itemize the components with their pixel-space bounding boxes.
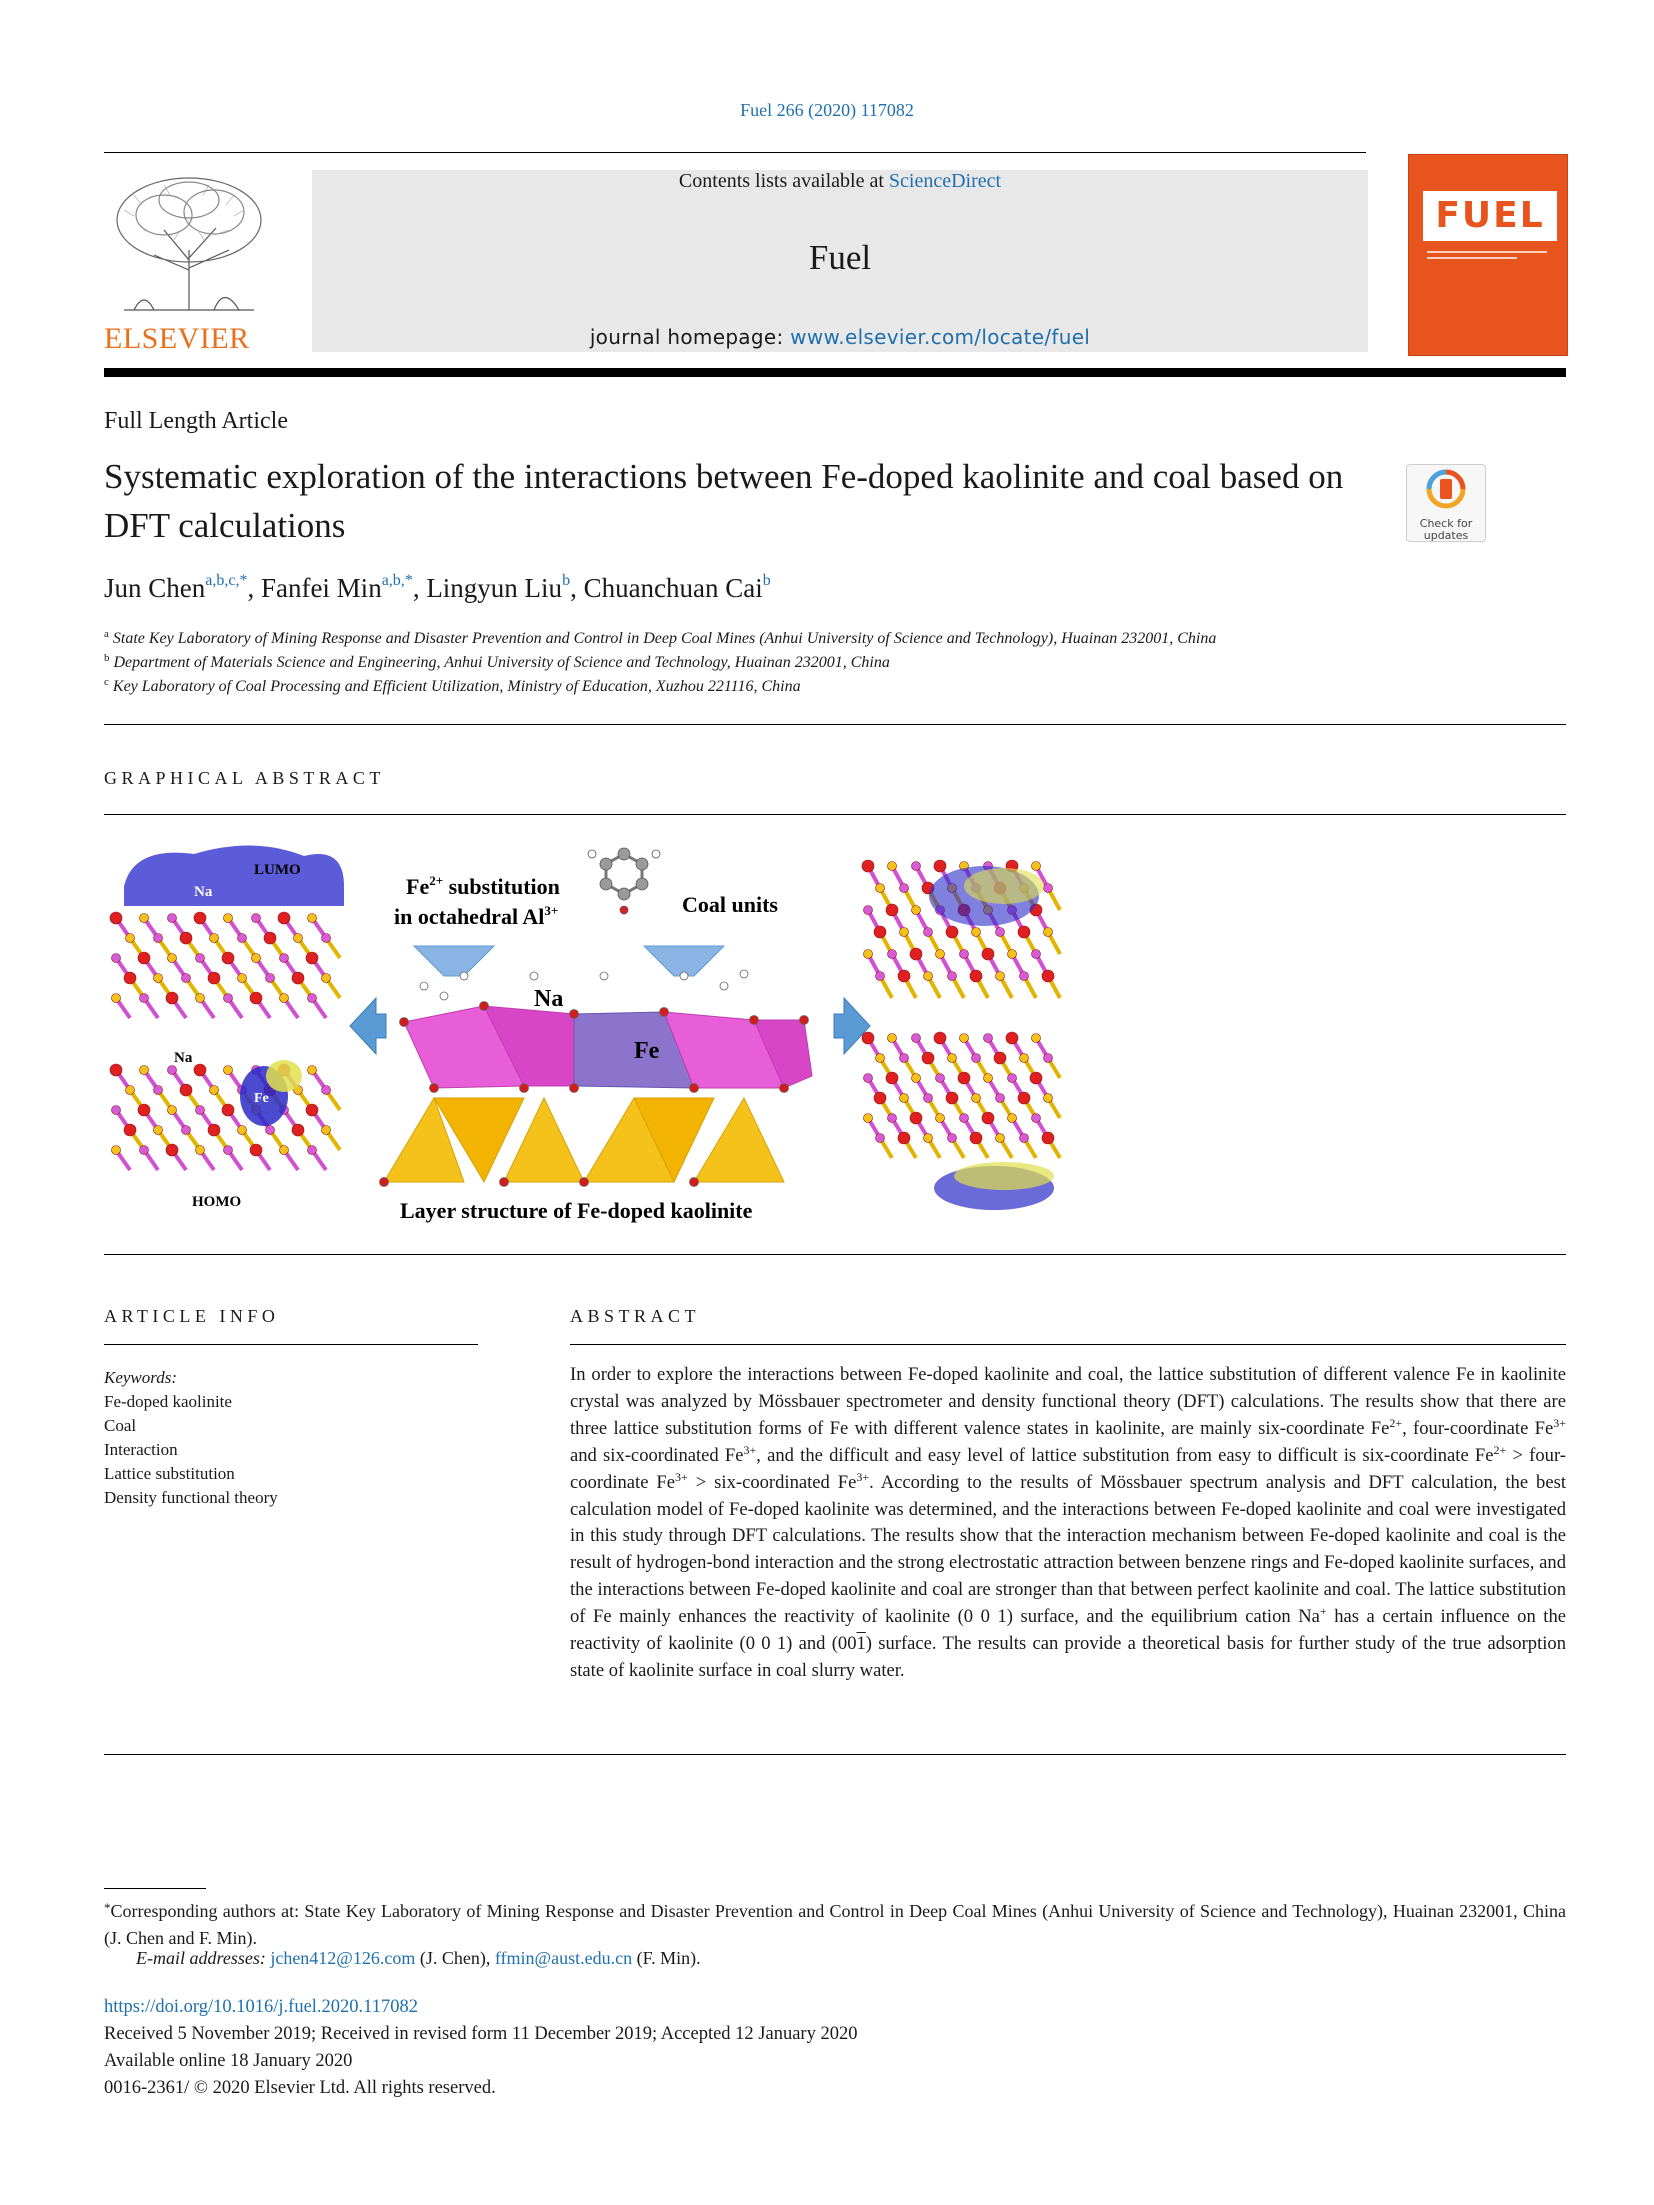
- copyright: 0016-2361/ © 2020 Elsevier Ltd. All rights reserved.: [104, 2078, 496, 2098]
- keywords-label: Keywords:: [104, 1368, 178, 1387]
- na-label-center: Na: [534, 986, 564, 1012]
- divider: [570, 1344, 1566, 1345]
- keyword: Density functional theory: [104, 1488, 278, 1507]
- homepage-link[interactable]: www.elsevier.com/locate/fuel: [790, 325, 1091, 349]
- article-info-heading: ARTICLE INFO: [104, 1306, 280, 1326]
- crossmark-label-2: updates: [1423, 529, 1469, 542]
- left-arrow-icon: [350, 998, 386, 1054]
- na-label-top: Na: [194, 884, 213, 900]
- contents-availability: Contents lists available at ScienceDirect: [678, 170, 1002, 192]
- author-list: Jun Chen$^{a,b,c,*}$, Fanfei Min$^{a,b,*}$, Lingyun Liu$^b$, Chuanchuan Cai$^b$: [104, 572, 771, 603]
- article-title: Systematic exploration of the interactions between Fe-doped kaolinite and coal based on DFT calculations: [104, 457, 1344, 545]
- masthead-rule: [104, 152, 1366, 153]
- na-label-bottom: Na: [174, 1050, 193, 1066]
- doi-link[interactable]: https://doi.org/10.1016/j.fuel.2020.117082: [104, 1997, 418, 2017]
- corresponding-author-note: *Corresponding authors at: State Key Laboratory of Mining Response and Disaster Prevention and Control in Deep Coal Mines (Anhui University of Science and Technology), Huainan 232001, China (J. Chen and F. Min).: [104, 1900, 1566, 1948]
- layer-structure-caption: Layer structure of Fe-doped kaolinite: [400, 1198, 753, 1223]
- substitution-label-1: $Fe^{2+}$ substitution: [406, 873, 560, 899]
- received-dates: Received 5 November 2019; Received in revised form 11 December 2019; Accepted 12 January 2020: [104, 2024, 858, 2044]
- author[interactable]: Fanfei Min$^{a,b,*}$: [260, 572, 413, 603]
- fe-label-left: Fe: [254, 1091, 269, 1106]
- divider: [104, 814, 1566, 815]
- crossmark-icon: [1407, 465, 1485, 513]
- journal-homepage: journal homepage: www.elsevier.com/locate/fuel: [589, 325, 1091, 349]
- abstract-heading: ABSTRACT: [570, 1306, 701, 1326]
- cover-title: FUEL: [1423, 191, 1557, 241]
- affiliation: $^a$ State Key Laboratory of Mining Response and Disaster Prevention and Control in Deep Coal Mines (Anhui University of Science and Technology), Huainan 232001, China: [104, 628, 1217, 647]
- divider: [104, 724, 1566, 725]
- keyword: Fe-doped kaolinite: [104, 1392, 232, 1411]
- author[interactable]: Chuanchuan Cai$^b$: [583, 572, 771, 603]
- fe-label-center: Fe: [634, 1038, 660, 1064]
- coal-units-label: Coal units: [682, 892, 778, 917]
- keywords-list: [104, 1366, 484, 1510]
- lattice-top: [110, 912, 340, 1018]
- substitution-label-2: in octahedral $Al^{3+}$: [394, 903, 559, 929]
- author[interactable]: Jun Chen$^{a,b,c,*}$: [104, 572, 248, 603]
- email-link[interactable]: ffmin@aust.edu.cn: [494, 1948, 633, 1968]
- right-structure-panel: [862, 860, 1060, 1210]
- email-addresses: E-mail addresses: jchen412@126.com (J. Chen), ffmin@aust.edu.cn (F. Min).: [136, 1948, 701, 1968]
- keyword: Interaction: [104, 1440, 178, 1459]
- author[interactable]: Lingyun Liu$^b$: [426, 572, 571, 603]
- sciencedirect-link[interactable]: ScienceDirect: [888, 170, 1002, 192]
- divider: [104, 1754, 1566, 1755]
- left-structure-panel: [110, 845, 344, 1210]
- divider: [104, 1344, 478, 1345]
- lattice-bottom: [110, 1064, 340, 1170]
- affiliation: $^c$ Key Laboratory of Coal Processing and Efficient Utilization, Ministry of Education, Xuzhou 221116, China: [104, 676, 801, 695]
- check-for-updates-button[interactable]: [1406, 464, 1486, 542]
- article-type: Full Length Article: [104, 408, 288, 434]
- email-link[interactable]: jchen412@126.com: [270, 1948, 416, 1968]
- abstract-body: In order to explore the interactions between Fe-doped kaolinite and coal, the lattice substitution of different valence Fe in kaolinite crystal was analyzed by Mössbauer spectrometer and density functional theory (DFT) calculations. The results show that there are three lattice substitution forms of Fe with different valence states in kaolinite, are mainly six-coordinate $Fe^{2+}$, four-coordinate $Fe^{3+}$ and six-coordinated $Fe^{3+}$, and the difficult and easy level of lattice substitution from easy to difficult is six-coordinate $Fe^{2+}$ > four-coordinate $Fe^{3+}$ > six-coordinated $Fe^{3+}$. According to the results of Mössbauer spectrum analysis and DFT calculation, the best calculation model of Fe-doped kaolinite was determined, and the interactions between Fe-doped kaolinite and coal were investigated in this study through DFT calculations. The results show that the interaction mechanism between Fe-doped kaolinite and coal is the result of hydrogen-bond interaction and the strong electrostatic attraction between benzene rings and Fe-doped kaolinite surfaces, and the interactions between Fe-doped kaolinite and coal are stronger than that between perfect kaolinite and coal. The lattice substitution of Fe mainly enhances the reactivity of kaolinite (0 0 1) surface, and the equilibrium cation Na+ has a certain influence on the reactivity of kaolinite (0 0 1) and (001) surface. The results can provide a theoretical basis for further study of the true adsorption state of kaolinite surface in coal slurry water.: [570, 1364, 1567, 1681]
- right-arrow-icon: [834, 998, 870, 1054]
- publication-info: [104, 1994, 857, 2102]
- divider: [104, 1254, 1566, 1255]
- graphical-abstract-figure: [104, 826, 1566, 1226]
- footnote-rule: [104, 1888, 206, 1889]
- available-online: Available online 18 January 2020: [104, 2051, 353, 2071]
- journal-cover-image[interactable]: [1408, 154, 1568, 356]
- header-bar: [104, 368, 1566, 377]
- journal-name: Fuel: [808, 238, 872, 277]
- journal-reference-link[interactable]: Fuel 266 (2020) 117082: [740, 100, 914, 120]
- elsevier-wordmark: ELSEVIER: [104, 322, 250, 355]
- affiliation: $^b$ Department of Materials Science and Engineering, Anhui University of Science and Technology, Huainan 232001, China: [104, 652, 890, 671]
- keyword: Lattice substitution: [104, 1464, 235, 1483]
- crossmark-label-1: Check for: [1419, 517, 1473, 530]
- center-layer-panel: [380, 848, 813, 1223]
- masthead-banner: [312, 170, 1368, 352]
- lattice-bottom-right: [862, 1032, 1060, 1158]
- lumo-label: LUMO: [254, 862, 301, 878]
- homo-label: HOMO: [192, 1194, 242, 1210]
- keyword: Coal: [104, 1416, 137, 1435]
- graphical-abstract-heading: GRAPHICAL ABSTRACT: [104, 768, 385, 788]
